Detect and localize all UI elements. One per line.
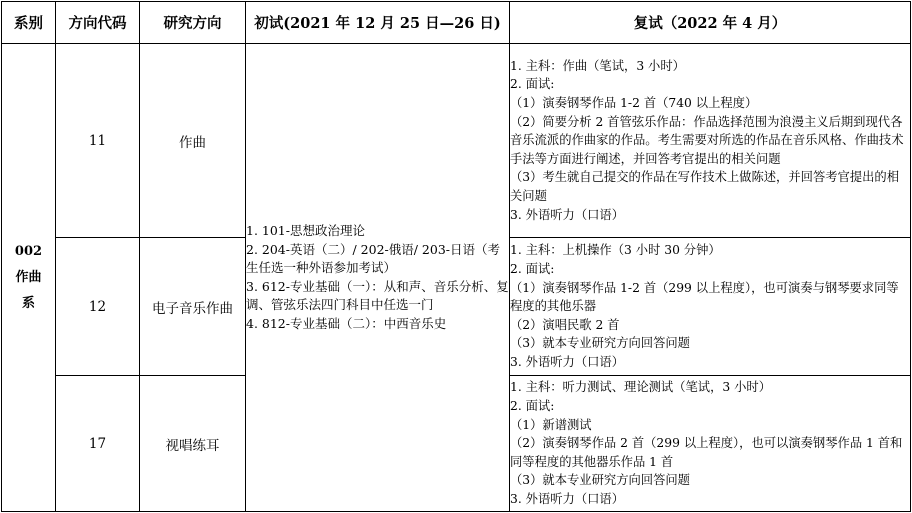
research-direction-cell: 电子音乐作曲	[140, 238, 246, 376]
retest-line: （3）就本专业研究方向回答问题	[510, 473, 690, 488]
retest-line: （2）简要分析 2 首管弦乐作品：作品选择范围为浪漫主义后期到现代各音乐流派的作曲家的作品。考生需要对所选的作品在音乐风格、作曲技术手法等方面进行阐述，并回答考官提出的相关问题	[510, 114, 904, 166]
direction-code-cell: 17	[56, 376, 140, 512]
header-dept: 系别	[2, 2, 56, 44]
table-header-row	[2, 2, 911, 44]
retest-line: 3. 外语听力（口语）	[510, 354, 625, 369]
retest-line: 2. 面试:	[510, 77, 555, 92]
retest-line: 3. 外语听力（口语）	[510, 491, 625, 506]
retest-line: （2）演奏钢琴作品 2 首（299 以上程度），也可以演奏钢琴作品 1 首和同等程度的其他器乐作品 1 首	[510, 436, 903, 469]
research-direction-cell: 视唱练耳	[140, 376, 246, 512]
preliminary-exam-cell	[246, 44, 510, 512]
direction-code-cell: 11	[56, 44, 140, 238]
retest-line: 1. 主科：作曲（笔试，3 小时）	[510, 58, 685, 73]
header-research-direction: 研究方向	[140, 2, 246, 44]
header-direction-code: 方向代码	[56, 2, 140, 44]
table-row	[2, 44, 911, 238]
retest-line: 3. 外语听力（口语）	[510, 207, 625, 222]
retest-line: 1. 主科：上机操作（3 小时 30 分钟）	[510, 243, 721, 258]
retest-line: 1. 主科：听力测试、理论测试（笔试，3 小时）	[510, 380, 772, 395]
retest-line: （2）演唱民歌 2 首	[510, 317, 620, 332]
prelim-line: 3. 612-专业基础（一）：从和声、音乐分析、复调、管弦乐法四门科目中任选一门	[246, 278, 509, 312]
retest-line: （3）就本专业研究方向回答问题	[510, 336, 690, 351]
dept-name-line1: 作曲	[15, 269, 42, 285]
header-preliminary-exam: 初试(2021 年 12 月 25 日—26 日)	[246, 2, 510, 44]
header-retest: 复试（2022 年 4 月）	[510, 2, 911, 44]
prelim-line: 2. 204-英语（二）/ 202-俄语/ 203-日语（考生任选一种外语参加考试）	[246, 241, 501, 275]
dept-code: 002	[14, 243, 43, 259]
retest-line: （3）考生就自己提交的作品在写作技术上做陈述，并回答考官提出的相关问题	[510, 170, 900, 203]
retest-line: （1）演奏钢琴作品 1-2 首（299 以上程度），也可演奏与钢琴要求同等程度的其他乐器	[510, 280, 899, 314]
retest-cell	[510, 44, 911, 238]
retest-line: （1）新谱测试	[510, 417, 592, 432]
prelim-line: 4. 812-专业基础（二）：中西音乐史	[246, 315, 447, 331]
retest-line: 2. 面试:	[510, 262, 555, 277]
direction-code-cell: 12	[56, 238, 140, 376]
dept-name-line2: 系	[21, 295, 35, 311]
retest-line: 2. 面试:	[510, 399, 555, 414]
dept-cell	[2, 44, 56, 512]
retest-cell	[510, 238, 911, 376]
research-direction-cell: 作曲	[140, 44, 246, 238]
retest-line: （1）演奏钢琴作品 1-2 首（740 以上程度）	[510, 96, 758, 111]
retest-cell	[510, 376, 911, 512]
prelim-line: 1. 101-思想政治理论	[246, 223, 365, 238]
exam-schedule-table	[1, 1, 911, 512]
